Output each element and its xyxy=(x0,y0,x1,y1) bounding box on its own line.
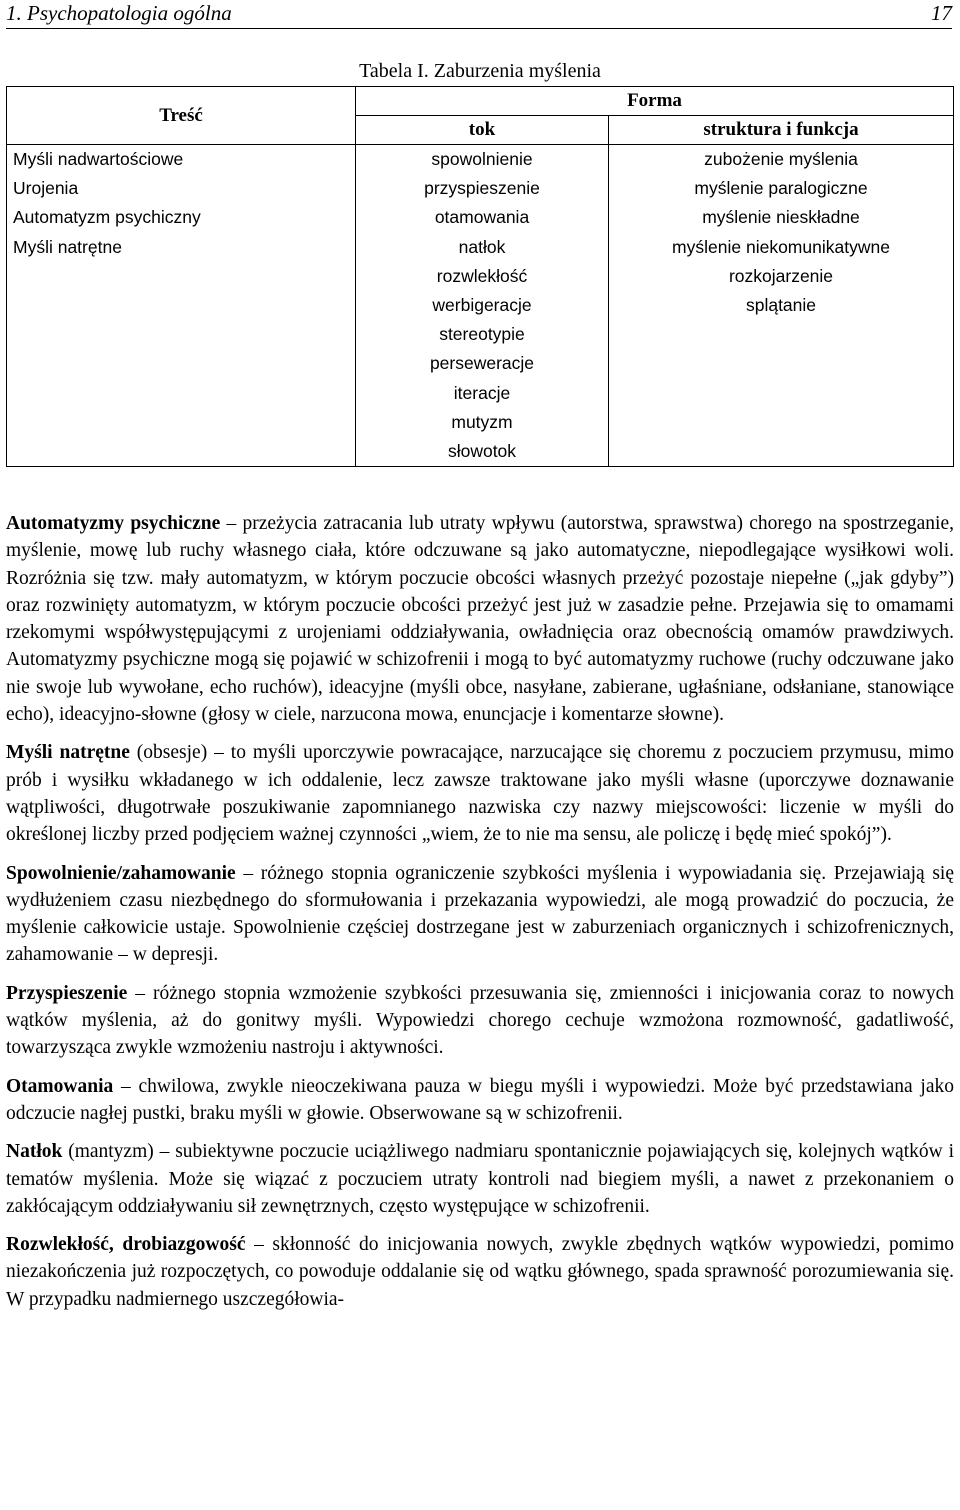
paragraph-otamowania xyxy=(6,1073,954,1128)
chapter-title: 1. Psychopatologia ogólna xyxy=(6,1,232,25)
term: Otamowania xyxy=(6,1075,114,1097)
tok-item: przyspieszenie xyxy=(424,178,540,199)
definition: – różnego stopnia ograniczenie szybkości myślenia i wypowiadania się. Przejawiają się wydłużeniem czasu niezbędnego do sformułowania i przekazania wypowiedzi, ale mogą prowadzić do poczucia, że myślenie całkowicie ustaje. Spowolnienie częściej dostrzegane jest w zaburzeniach organicznych i schizofrenicznych, zahamowanie – w depresji. xyxy=(6,862,954,966)
body-text xyxy=(6,510,954,1324)
thinking-disorders-table xyxy=(6,86,954,467)
tok-item: otamowania xyxy=(434,207,530,228)
paragraph-przyspieszenie xyxy=(6,980,954,1062)
term: Automatyzmy psychiczne xyxy=(6,513,221,534)
struktura-item: myślenie nieskładne xyxy=(702,207,860,228)
definition: – różnego stopnia wzmożenie szybkości przesuwania się, zmienności i inicjowania coraz to nowych wątków myślenia, aż do gonitwy myśli. Wypowiedzi chorego cechuje wzmożona rozmowność, gadatliwość, towarzysząca zwykle wzmożeniu nastroju i aktywności. xyxy=(6,982,954,1059)
struktura-item: splątanie xyxy=(745,295,817,316)
paragraph-mysli-natretne xyxy=(6,739,954,848)
page-number: 17 xyxy=(931,1,952,25)
term: Przyspieszenie xyxy=(6,982,128,1004)
struktura-item: zubożenie myślenia xyxy=(704,149,858,169)
struktura-item: myślenie niekomunikatywne xyxy=(672,236,890,257)
term: Myśli natrętne xyxy=(6,742,130,764)
header-struktura: struktura i funkcja xyxy=(609,116,954,145)
header-forma: Forma xyxy=(356,87,954,116)
tok-cell xyxy=(356,145,609,467)
struktura-item: rozkojarzenie xyxy=(728,265,834,286)
tresc-item: Automatyzm psychiczny xyxy=(13,207,201,228)
definition: (obsesje) – to myśli uporczywie powracające, narzucające się choremu z poczuciem przymusu, mimo prób i wysiłku wkładanego w ich oddalenie, lecz zawsze traktowane jako myśli własne (uporczywe doznawanie wątpliwości, długotrwałe poszukiwanie zapomnianego nazwiska czy nazwy miejscowości: liczenie w myśli do określonej liczby przed podjęciem ważnej czynności „wiem, że to nie ma sensu, ale policzę i będę mieć spokój”). xyxy=(6,742,954,846)
header-tok: tok xyxy=(356,116,609,145)
tok-item: słowotok xyxy=(447,441,517,462)
tok-item: rozwlekłość xyxy=(436,265,528,286)
struktura-item: myślenie paralogiczne xyxy=(694,178,868,199)
tresc-item: Urojenia xyxy=(13,178,79,199)
paragraph-automatyzmy xyxy=(6,510,954,728)
definition: – chwilowa, zwykle nieoczekiwana pauza w biegu myśli i wypowiedzi. Może być przedstawiana jako odczucie nagłej pustki, braku myśli w głowie. Obserwowane są w schizofrenii. xyxy=(6,1075,954,1124)
term: Natłok xyxy=(6,1141,63,1163)
paragraph-natlok xyxy=(6,1138,954,1220)
definition: – skłonność do inicjowania nowych, zwykle zbędnych wątków wypowiedzi, pomimo niezakończenia już rozpoczętych, co powoduje oddalanie się od wątku głównego, spada sprawność porozumiewania się. W przypadku nadmiernego uszczegółowia- xyxy=(6,1234,955,1310)
tok-item: spowolnienie xyxy=(431,149,533,169)
table-caption: Tabela I. Zaburzenia myślenia xyxy=(359,60,601,82)
term: Spowolnienie/zahamowanie xyxy=(6,862,236,884)
tok-item: perseweracje xyxy=(429,353,535,374)
tresc-item: Myśli nadwartościowe xyxy=(13,149,184,169)
running-header xyxy=(6,0,952,29)
header-tresc: Treść xyxy=(7,87,356,145)
tresc-item: Myśli natrętne xyxy=(13,236,122,257)
tok-item: mutyzm xyxy=(451,411,513,432)
table-body-row xyxy=(7,145,954,467)
tok-item: natłok xyxy=(458,236,506,257)
definition: (mantyzm) – subiektywne poczucie uciążliwego nadmiaru spontanicznie pojawiających się, kolejnych wątków i tematów myślenia. Może się wiązać z poczuciem utraty kontroli nad biegiem myśli, a nawet z przekonaniem o zakłócającym oddziaływaniu sił zewnętrznych, często występujące w schizofrenii. xyxy=(6,1141,954,1217)
tresc-cell xyxy=(7,145,356,467)
definition: – przeżycia zatracania lub utraty wpływu (autorstwa, sprawstwa) chorego na spostrzeganie, myślenie, mowę lub ruchy własnego ciała, które odczuwane są jako automatyczne, niepodlegające wysiłkowi woli. Rozróżnia się tzw. mały automatyzm, w którym poczucie obcości własnych przeżyć pozostaje niepełne („jak gdyby”) oraz rozwinięty automatyzm, w którym poczucie obcości przeżyć jest już w zasadzie pełne. Przejawia się to omamami rzekomymi współwystępującymi z urojeniami oddziaływania, owładnięcia oraz obecnością omamów prawdziwych. Automatyzmy psychiczne mogą się pojawić w schizofrenii i mogą to być automatyzmy ruchowe (ruchy odczuwane jako nie swoje lub wywołane, echo ruchów), ideacyjne (myśli obce, nasyłane, zabierane, ugłaśniane, odsłaniane, stanowiące echo), ideacyjno-słowne (głosy w ciele, narzucona mowa, enuncjacje i komentarze słowne). xyxy=(6,513,954,726)
tok-item: iteracje xyxy=(453,382,511,403)
struktura-cell xyxy=(609,145,954,467)
paragraph-rozwleklosc xyxy=(6,1231,954,1313)
tok-item: stereotypie xyxy=(439,324,525,345)
term: Rozwlekłość, drobiazgowość xyxy=(6,1234,246,1256)
paragraph-spowolnienie xyxy=(6,860,954,969)
tok-item: werbigeracje xyxy=(432,295,532,316)
table-header-row xyxy=(7,87,954,116)
